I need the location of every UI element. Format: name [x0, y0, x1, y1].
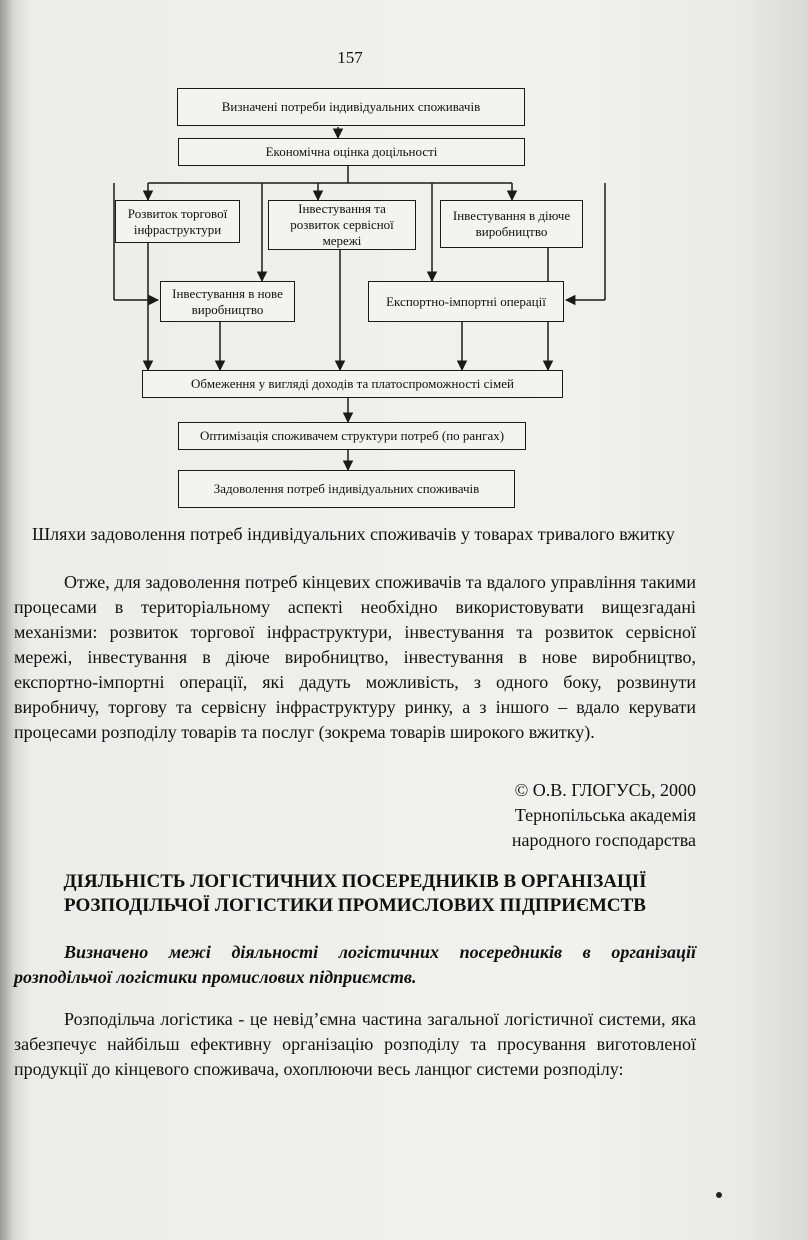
box-identified-needs: Визначені потреби індивідуальних споживачів — [177, 88, 525, 126]
author-affiliation-2: народного господарства — [511, 830, 696, 850]
box-service-network: Інвестування та розвиток сервісної мережі — [268, 200, 416, 250]
page-number: 157 — [337, 48, 363, 67]
author-block — [512, 778, 696, 853]
box-needs-optimization: Оптимізація споживачем структури потреб (по рангах) — [178, 422, 526, 450]
box-new-production: Інвестування в нове виробництво — [160, 281, 295, 322]
author-copyright: © О.В. ГЛОГУСЬ, 2000 — [514, 780, 696, 800]
box-income-limits: Обмеження у вигляді доходів та платоспроможності сімей — [142, 370, 563, 398]
bullet-dot — [716, 1192, 722, 1198]
box-export-import: Експортно-імпортні операції — [368, 281, 564, 322]
figure-caption: Шляхи задоволення потреб індивідуальних споживачів у товарах тривалого вжитку — [32, 524, 675, 544]
author-affiliation-1: Тернопільська академія — [514, 805, 696, 825]
box-existing-production: Інвестування в діюче виробництво — [440, 200, 583, 248]
paragraph-conclusion: Отже, для задоволення потреб кінцевих споживачів та вдалого управління такими процесами в територіальному аспекті необхідно використовувати вищезгадані механізми: розвиток торгової інфраструктури, інвестування та розвиток сервісної мережі, інвестування в діюче виробництво, інвестування в нове виробництво, експортно-імпортні операції, які дадуть можливість, з одного боку, розвинути виробничу, торгову та сервісну інфраструктуру ринку, а з іншого – вдало керувати процесами розподілу товарів та послуг (зокрема товарів широкого вжитку). — [14, 572, 696, 742]
box-trade-infrastructure: Розвиток торгової інфраструктури — [115, 200, 240, 243]
box-economic-assessment: Економічна оцінка доцільності — [178, 138, 525, 166]
paragraph-distribution-logistics: Розподільча логістика - це невід’ємна частина загальної логістичної системи, яка забезпечує найбільш ефективну організацію розподілу та просування виготовленої продукції до кінцевого споживача, охоплюючи весь ланцюг системи розподілу: — [14, 1009, 696, 1079]
box-needs-satisfaction: Задоволення потреб індивідуальних споживачів — [178, 470, 515, 508]
article-title: ДІЯЛЬНІСТЬ ЛОГІСТИЧНИХ ПОСЕРЕДНИКІВ В ОРГАНІЗАЦІЇ РОЗПОДІЛЬЧОЇ ЛОГІСТИКИ ПРОМИСЛОВИХ ПІДПРИЄМСТВ — [63, 871, 647, 916]
article-abstract: Визначено межі діяльності логістичних посередників в організації розподільчої логістики промислових підприємств. — [14, 942, 696, 987]
